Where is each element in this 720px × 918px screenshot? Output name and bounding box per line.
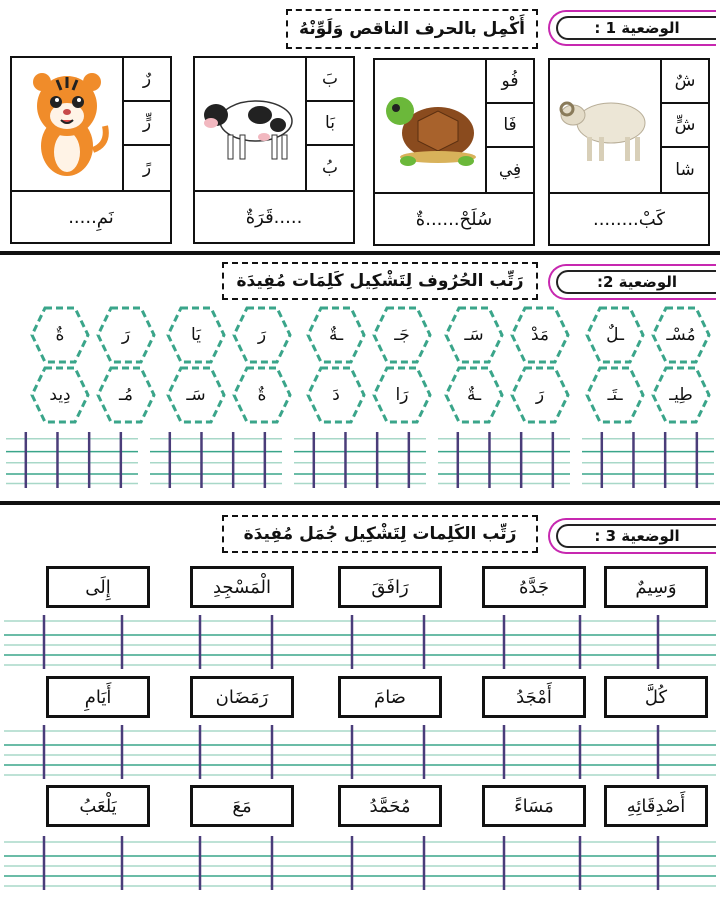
option[interactable]: بَ: [307, 58, 353, 102]
cow-word: .....قَرَةٌ: [195, 190, 353, 242]
hex-tile[interactable]: [166, 306, 226, 364]
hex-tile[interactable]: [444, 366, 504, 424]
word-box[interactable]: يَلْعَبُ: [46, 785, 150, 827]
option[interactable]: فِي: [498, 159, 522, 180]
hex-letter: ـتَـ: [607, 385, 623, 405]
hex-tile[interactable]: [585, 366, 645, 424]
option[interactable]: شٍّ: [662, 104, 708, 148]
hex-letter: ـةٌ: [466, 385, 482, 405]
divider: [0, 251, 720, 255]
section2-tag-label: الوضعية 2:: [556, 270, 716, 294]
hex-tile[interactable]: [372, 306, 432, 364]
section3-tag: [548, 518, 716, 554]
option[interactable]: رٌ: [124, 58, 170, 102]
hex-tile[interactable]: [232, 366, 292, 424]
option[interactable]: بُ: [321, 157, 338, 178]
hex-letter: يَا: [191, 325, 201, 345]
card-tiger: [10, 56, 172, 244]
hex-letter: سَـ: [186, 385, 206, 405]
hex-letter: ـةٌ: [328, 325, 344, 345]
hex-tile[interactable]: [96, 366, 156, 424]
cow-options: [307, 58, 353, 190]
turtle-options: [487, 60, 533, 192]
option[interactable]: فَا: [487, 104, 533, 148]
hex-letter: مُسْـ: [666, 325, 696, 345]
word-box[interactable]: الْمَسْجِدِ: [190, 566, 294, 608]
word-box[interactable]: إِلَى: [46, 566, 150, 608]
card-sheep: [548, 58, 710, 246]
hex-tile[interactable]: [96, 306, 156, 364]
word-box[interactable]: جَدَّهُ: [482, 566, 586, 608]
hex-letter: مُـ: [118, 385, 134, 405]
word-box[interactable]: وَسِيمٌ: [604, 566, 708, 608]
hex-letter: ةٌ: [55, 325, 65, 345]
sheep-options: [662, 60, 708, 192]
hex-tile[interactable]: [306, 306, 366, 364]
tiger-options: [124, 58, 170, 190]
section3-title: رَتِّب الكَلِمات لِتَشْكِيل جُمَل مُفِيدَة: [222, 515, 538, 553]
section1-tag: [548, 10, 716, 46]
section1-tag-label: الوضعية 1 :: [556, 16, 716, 40]
hex-tile[interactable]: [166, 366, 226, 424]
turtle-word: سُلَحْ......ةٌ: [375, 192, 533, 244]
hex-tile[interactable]: [232, 306, 292, 364]
hex-tile[interactable]: [444, 306, 504, 364]
section2-tag: [548, 264, 716, 300]
hex-letter: ةٌ: [257, 385, 267, 405]
section1-title: أَكْمِل بالحرف الناقص وَلَوِّنْهُ: [286, 9, 538, 49]
hex-tile[interactable]: [372, 366, 432, 424]
hex-letter: رَ: [121, 325, 131, 345]
hex-tile[interactable]: [585, 306, 645, 364]
hex-letter: رَ: [257, 325, 267, 345]
hex-letter: جَـ: [394, 325, 410, 345]
card-cow: [193, 56, 355, 244]
section3-tag-label: الوضعية 3 :: [556, 524, 716, 548]
word-box[interactable]: مُحَمَّدُ: [338, 785, 442, 827]
word-box[interactable]: مَعَ: [190, 785, 294, 827]
word-box[interactable]: أَصْدِقَائِهِ: [604, 785, 708, 827]
cow-icon: [195, 58, 307, 190]
turtle-icon: [375, 60, 487, 192]
word-box[interactable]: رَافَقَ: [338, 566, 442, 608]
option[interactable]: رً: [142, 157, 152, 178]
divider: [0, 501, 720, 505]
hex-tile[interactable]: [510, 306, 570, 364]
hex-letter: رَ: [535, 385, 545, 405]
section2-title: رَتِّب الحُرُوف لِتَشْكِيل كَلِمَات مُفِيدَة: [222, 262, 538, 300]
option[interactable]: رٍّ: [124, 102, 170, 146]
sheep-word: كَبْ........: [550, 192, 708, 244]
word-box[interactable]: صَامَ: [338, 676, 442, 718]
word-box[interactable]: أَمْجَدُ: [482, 676, 586, 718]
option[interactable]: شٌ: [662, 60, 708, 104]
hex-letter: طِيـ: [669, 385, 693, 405]
tiger-word: نَمِ.....: [12, 190, 170, 242]
hex-letter: ـلٌ: [606, 325, 624, 345]
tiger-icon: [12, 58, 124, 190]
word-box[interactable]: مَسَاءً: [482, 785, 586, 827]
hex-letter: دِيد: [49, 385, 71, 405]
hex-tile[interactable]: [30, 366, 90, 424]
word-box[interactable]: أَيَامِ: [46, 676, 150, 718]
sheep-icon: [550, 60, 662, 192]
hex-tile[interactable]: [510, 366, 570, 424]
hex-tile[interactable]: [30, 306, 90, 364]
hex-letter: دَ: [332, 385, 340, 405]
hex-tile[interactable]: [651, 366, 711, 424]
word-box[interactable]: رَمَضَان: [190, 676, 294, 718]
card-turtle: [373, 58, 535, 246]
hex-letter: مَدْ: [530, 325, 550, 345]
hex-letter: رَا: [395, 385, 409, 405]
hex-tile[interactable]: [651, 306, 711, 364]
option[interactable]: شا: [675, 159, 695, 180]
hex-letter: سَـ: [464, 325, 484, 345]
hex-tile[interactable]: [306, 366, 366, 424]
option[interactable]: فُو: [487, 60, 533, 104]
option[interactable]: بَا: [307, 102, 353, 146]
word-box[interactable]: كُلَّ: [604, 676, 708, 718]
